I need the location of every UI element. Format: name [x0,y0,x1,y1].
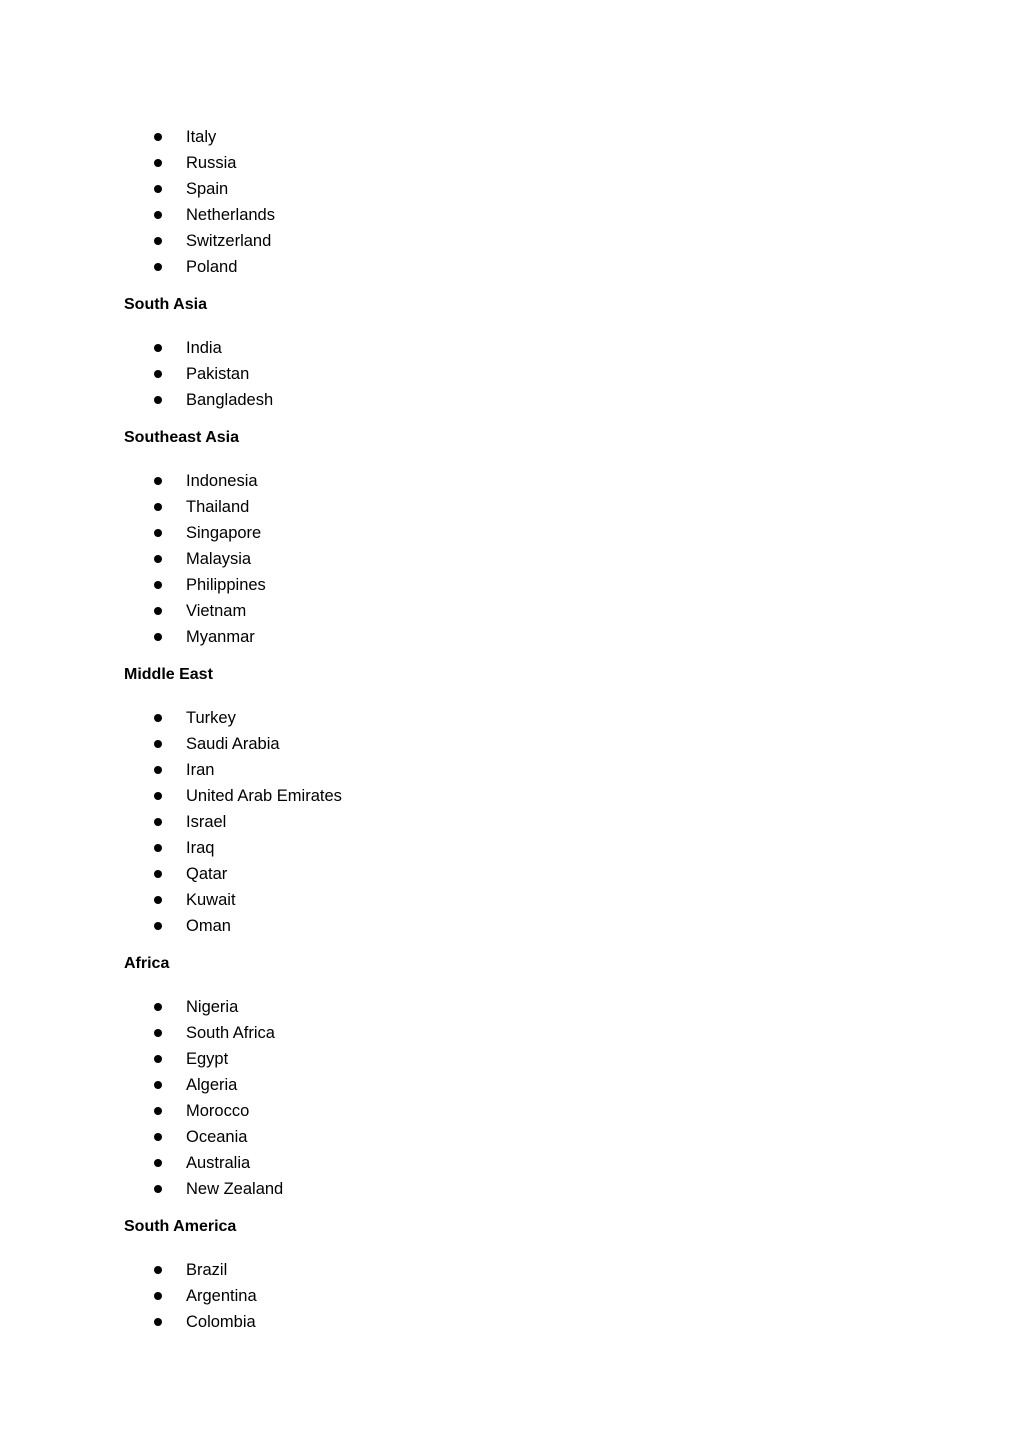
list-item [124,1072,904,1098]
country-list-europe [124,124,904,280]
list-item-label: Italy [186,128,217,146]
list-item [124,757,904,783]
country-list-middle-east [124,705,904,939]
list-item [124,546,904,572]
bullet-icon [154,503,162,511]
bullet-icon [154,185,162,193]
list-item-label: Qatar [186,865,228,883]
list-item-label: Australia [186,1154,251,1172]
list-item-label: New Zealand [186,1180,284,1198]
list-item-label: Oceania [186,1128,248,1146]
bullet-icon [154,1318,162,1326]
bullet-icon [154,633,162,641]
list-item-label: Bangladesh [186,391,274,409]
list-item-label: Switzerland [186,232,272,250]
list-item-label: Thailand [186,498,250,516]
list-item-label: Vietnam [186,602,247,620]
list-item-label: Russia [186,154,237,172]
bullet-icon [154,818,162,826]
list-item-label: Indonesia [186,472,258,490]
section-heading-south-asia: South Asia [124,296,207,313]
list-item [124,1046,904,1072]
list-item-label: Morocco [186,1102,250,1120]
bullet-icon [154,1055,162,1063]
list-item [124,887,904,913]
list-item [124,913,904,939]
bullet-icon [154,896,162,904]
list-item-label: Colombia [186,1313,256,1331]
list-item-label: Malaysia [186,550,252,568]
list-item [124,572,904,598]
section-heading-south-america: South America [124,1218,237,1235]
bullet-icon [154,714,162,722]
bullet-icon [154,1292,162,1300]
list-item [124,783,904,809]
list-item-label: Iran [186,761,215,779]
list-item [124,1257,904,1283]
bullet-icon [154,529,162,537]
list-item-label: Egypt [186,1050,229,1068]
bullet-icon [154,1159,162,1167]
list-item-label: Turkey [186,709,236,727]
list-item-label: Nigeria [186,998,239,1016]
section-heading-africa: Africa [124,955,170,972]
list-item-label: Oman [186,917,231,935]
bullet-icon [154,607,162,615]
country-list-africa [124,994,904,1202]
list-item [124,1124,904,1150]
bullet-icon [154,1107,162,1115]
list-item [124,861,904,887]
list-item [124,150,904,176]
list-item [124,731,904,757]
bullet-icon [154,766,162,774]
bullet-icon [154,237,162,245]
list-item-label: Brazil [186,1261,228,1279]
bullet-icon [154,370,162,378]
bullet-icon [154,396,162,404]
list-item [124,705,904,731]
bullet-icon [154,870,162,878]
list-item [124,624,904,650]
list-item-label: Pakistan [186,365,250,383]
country-list-south-america [124,1257,904,1335]
list-item [124,1309,904,1335]
document-page [124,124,904,1335]
list-item-label: Israel [186,813,227,831]
country-list-south-asia [124,335,904,413]
bullet-icon [154,792,162,800]
list-item-label: United Arab Emirates [186,787,342,805]
list-item [124,994,904,1020]
bullet-icon [154,581,162,589]
bullet-icon [154,1003,162,1011]
bullet-icon [154,1029,162,1037]
bullet-icon [154,844,162,852]
list-item [124,598,904,624]
bullet-icon [154,1133,162,1141]
list-item [124,202,904,228]
bullet-icon [154,477,162,485]
list-item-label: Netherlands [186,206,275,224]
list-item-label: Poland [186,258,238,276]
list-item-label: Myanmar [186,628,255,646]
bullet-icon [154,740,162,748]
bullet-icon [154,211,162,219]
list-item [124,335,904,361]
bullet-icon [154,1081,162,1089]
list-item-label: Singapore [186,524,262,542]
list-item-label: Saudi Arabia [186,735,280,753]
bullet-icon [154,1266,162,1274]
section-heading-middle-east: Middle East [124,666,213,683]
list-item [124,835,904,861]
list-item [124,228,904,254]
list-item-label: Spain [186,180,229,198]
list-item-label: Argentina [186,1287,257,1305]
list-item [124,520,904,546]
bullet-icon [154,263,162,271]
list-item [124,361,904,387]
country-list-southeast-asia [124,468,904,650]
list-item-label: Kuwait [186,891,236,909]
bullet-icon [154,555,162,563]
list-item [124,468,904,494]
bullet-icon [154,1185,162,1193]
list-item-label: South Africa [186,1024,275,1042]
list-item [124,124,904,150]
section-heading-southeast-asia: Southeast Asia [124,429,239,446]
bullet-icon [154,922,162,930]
bullet-icon [154,133,162,141]
list-item [124,254,904,280]
list-item-label: Iraq [186,839,215,857]
list-item [124,176,904,202]
list-item [124,809,904,835]
list-item [124,494,904,520]
list-item-label: Philippines [186,576,266,594]
list-item [124,1020,904,1046]
bullet-icon [154,344,162,352]
list-item-label: India [186,339,222,357]
list-item [124,1283,904,1309]
bullet-icon [154,159,162,167]
list-item [124,387,904,413]
list-item [124,1098,904,1124]
list-item [124,1176,904,1202]
list-item [124,1150,904,1176]
list-item-label: Algeria [186,1076,238,1094]
